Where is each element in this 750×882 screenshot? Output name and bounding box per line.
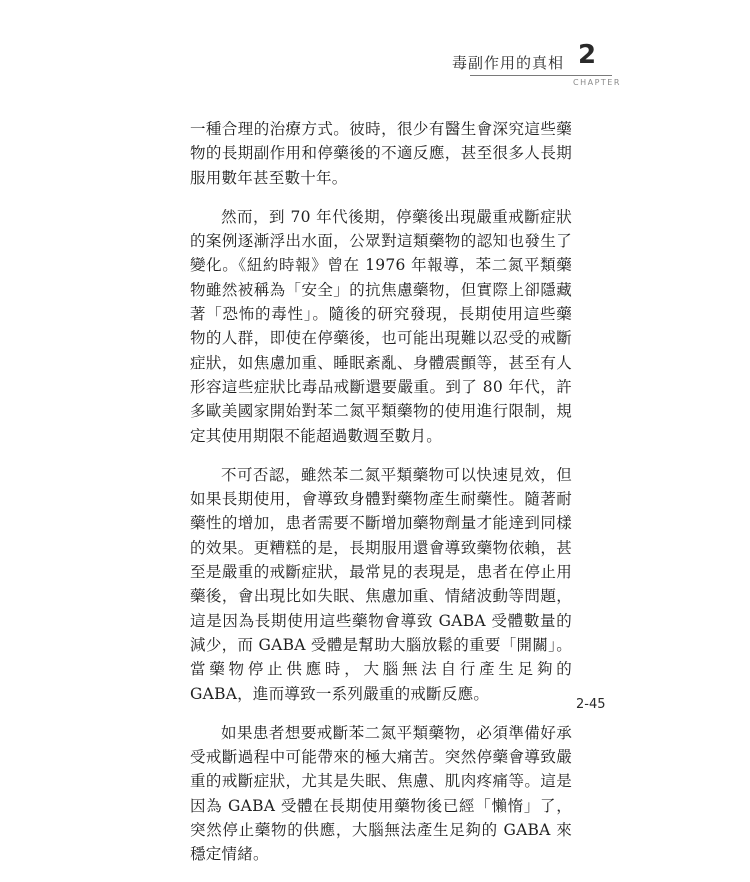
chapter-label: CHAPTER	[573, 78, 621, 87]
chapter-number: 2	[578, 40, 597, 70]
page-number: 2-45	[576, 697, 606, 712]
paragraph: 然而，到 70 年代後期，停藥後出現嚴重戒斷症狀的案例逐漸浮出水面，公眾對這類藥物的認知也發生了變化。《紐約時報》曾在 1976 年報導，苯二氮平類藥物雖然被稱為「安全」的抗焦慮藥物，但實際上卻隱藏著「恐怖的毒性」。隨後的研究發現，長期使用這些藥物的人群，即使在停藥後，也可能出現難以忍受的戒斷症狀，如焦慮加重、睡眠紊亂、身體震顫等，甚至有人形容這些症狀比毒品戒斷還要嚴重。到了 80 年代，許多歐美國家開始對苯二氮平類藥物的使用進行限制，規定其使用期限不能超過數週至數月。	[190, 207, 572, 445]
header-divider	[470, 75, 612, 76]
paragraph: 一種合理的治療方式。彼時，很少有醫生會深究這些藥物的長期副作用和停藥後的不適反應，甚至很多人長期服用數年甚至數十年。	[190, 120, 572, 187]
running-header-title: 毒副作用的真相	[451, 54, 564, 72]
paragraph: 如果患者想要戒斷苯二氮平類藥物，必須準備好承受戒斷過程中可能帶來的極大痛苦。突然停藥會導致嚴重的戒斷症狀，尤其是失眠、焦慮、肌肉疼痛等。這是因為 GABA 受體在長期使用藥物後已經「懶惰」了，突然停止藥物的供應，大腦無法產生足夠的 GABA 來穩定情緒。	[190, 723, 572, 864]
paragraph: 不可否認，雖然苯二氮平類藥物可以快速見效，但如果長期使用，會導致身體對藥物產生耐藥性。隨著耐藥性的增加，患者需要不斷增加藥物劑量才能達到同樣的效果。更糟糕的是，長期服用還會導致藥物依賴，甚至是嚴重的戒斷症狀，最常見的表現是，患者在停止用藥後，會出現比如失眠、焦慮加重、情緒波動等問題，這是因為長期使用這些藥物會導致 GABA 受體數量的減少，而 GABA 受體是幫助大腦放鬆的重要「開關」。當藥物停止供應時，大腦無法自行產生足夠的 GABA，進而導致一系列嚴重的戒斷反應。	[190, 465, 572, 703]
running-header	[0, 0, 750, 90]
body-text	[190, 117, 572, 882]
